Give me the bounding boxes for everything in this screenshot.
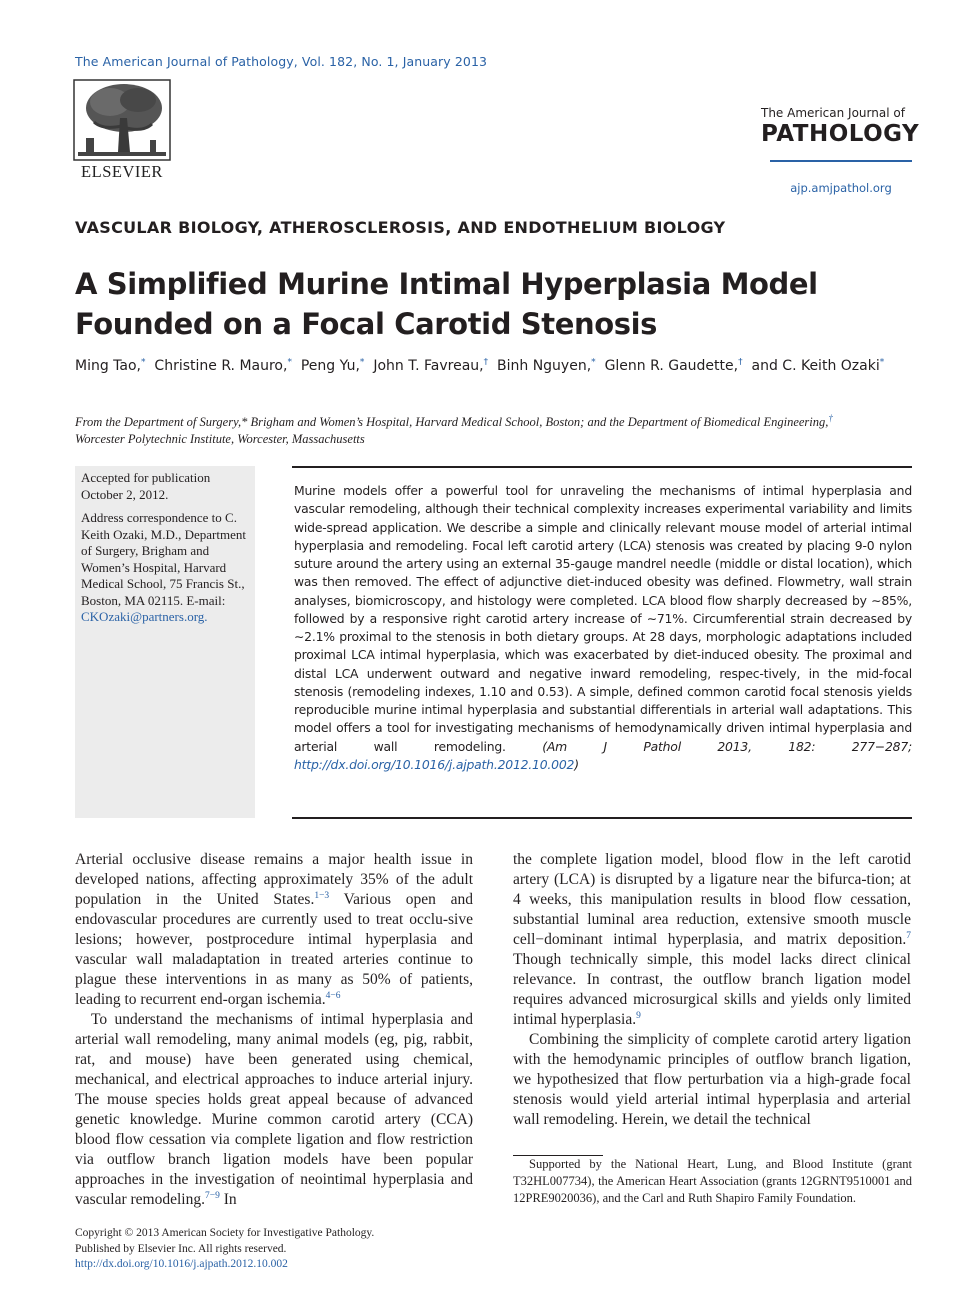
author: Ming Tao,* bbox=[75, 357, 146, 374]
reference-link[interactable]: 1−3 bbox=[314, 890, 330, 901]
doi-link[interactable]: http://dx.doi.org/10.1016/j.ajpath.2012.10.002 bbox=[294, 756, 575, 772]
copyright-footer bbox=[75, 1226, 475, 1273]
paragraph: Arterial occlusive disease remains a major health issue in developed nations, affecting approximately 35% of the adult population in the United States.$^{1-3}$ Various open and endovascular procedures are currently used to treat occlu-sive lesions; however, postprocedure intimal hyperplasia and vascular wall maladaptation in treated arteries continue to plague these interventions in as many as 50% of patients, leading to recurrent end-organ ischemia.$^{4-6}$ bbox=[75, 851, 473, 1008]
affiliation: From the Department of Surgery,* Brigham and Women’s Hospital, Harvard Medical School, Boston; and the Department of Biomedical Engineering,† Worcester Polytechnic Institute, Worcester, Massachusetts bbox=[75, 413, 833, 447]
author: Glenn R. Gaudette,† bbox=[604, 357, 743, 374]
author: John T. Favreau,† bbox=[373, 357, 489, 374]
body-column-left bbox=[75, 850, 473, 1210]
reference-link[interactable]: 4−6 bbox=[325, 990, 341, 1001]
funding-footnote: Supported by the National Heart, Lung, and Blood Institute (grant T32HL007734), the American Heart Association (grants 12GRNT9510001 and 12PRE9020036), and the Carl and Ruth Shapiro Family Foundation. bbox=[513, 1157, 912, 1205]
elsevier-tree-icon bbox=[72, 78, 172, 162]
correspondence-address: Address correspondence to C. Keith Ozaki, M.D., Department of Surgery, Brigham and Women’s Hospital, Harvard Medical School, 75 Francis St., Boston, MA 02115. E-mail: CKOzaki@partners.org. bbox=[81, 510, 246, 624]
publisher-line: Published by Elsevier Inc. All rights reserved. bbox=[75, 1242, 287, 1255]
paragraph: To understand the mechanisms of intimal hyperplasia and arterial wall remodeling, many animal models (eg, pig, rabbit, rat, and mouse) have been generated using chemical, mechanical, and electrical approaches to induce arterial injury. The mouse species holds great appeal because of advanced genetic knowledge. Murine common carotid artery (CCA) blood flow cessation via complete ligation and flow restriction via outflow branch ligation models have been popular approaches in the investigation of neointimal hyperplasia and vascular remodeling.$^{7-9}$ In bbox=[75, 1011, 473, 1208]
author: Peng Yu,* bbox=[300, 357, 365, 374]
paragraph: the complete ligation model, blood flow in the left carotid artery (LCA) is disrupted by a ligature near the bifurca-tion; at 4 weeks, this manipulation results in blood flow cessation, substantial luminal area reduction, extensive smooth muscle cell−dominant intimal hyperplasia, and matrix deposition.$^7$ Though technically simple, this model lacks direct clinical relevance. In contrast, the outflow branch ligation model requires advanced microsurgical skills and yields only limited intimal hyperplasia.$^9$ bbox=[513, 851, 911, 1028]
author: Christine R. Mauro,* bbox=[154, 357, 292, 374]
abstract-citation: (Am J Pathol 2013, 182: 277−287; bbox=[542, 738, 913, 754]
reference-link[interactable]: 9 bbox=[636, 1010, 641, 1021]
journal-name-big: PATHOLOGY bbox=[761, 121, 920, 147]
abstract: Murine models offer a powerful tool for unraveling the mechanisms of intimal hyperplasia and vascular remodeling, although their technical complexity increases experimental variability and limits wide-spread application. We describe a simple and clinically relevant mouse model of arterial intimal hyperplasia and remodeling. Focal left carotid artery (LCA) stenosis was created by placing 9-0 nylon suture around the artery using an external 35-gauge mandrel needle (middle or distal location), which was then removed. The effect of adjunctive diet-induced obesity was defined. Flowmetry, wall strain analyses, biomicroscopy, and histology were completed. LCA blood flow sharply decreased by ∼85%, followed by a responsive right carotid artery increase of ∼71%. Circumferential strain decreased by ∼2.1% proximal to the stenosis in both dietary groups. At 28 days, morphologic adaptations included proximal LCA intimal hyperplasia, which was exacerbated by diet-induced obesity. The proximal and distal LCA underwent outward and negative inward remodeling, respec-tively, in the mid-focal stenosis (remodeling indexes, 1.10 and 0.53). A simple, defined common carotid focal stenosis yields reproducible murine intimal hyperplasia and substantial differentials in arterial wall adaptations. This model offers a tool for investigating mechanisms of hemodynamically driven intimal hyperplasia and arterial wall remodeling. (Am J Pathol 2013, 182: 277−287; http://dx.doi.org/10.1016/j.ajpath.2012.10.002) bbox=[294, 483, 913, 772]
journal-name-small: The American Journal of bbox=[761, 106, 905, 120]
section-heading: VASCULAR BIOLOGY, ATHEROSCLEROSIS, AND ENDOTHELIUM BIOLOGY bbox=[75, 218, 726, 237]
journal-url-link[interactable]: ajp.amjpathol.org bbox=[790, 181, 892, 195]
author-list bbox=[75, 357, 935, 374]
body-column-right bbox=[513, 850, 911, 1130]
article-info-sidebar bbox=[75, 466, 255, 818]
journal-brand bbox=[761, 106, 920, 147]
copyright-line: Copyright © 2013 American Society for Investigative Pathology. bbox=[75, 1227, 375, 1239]
author: Binh Nguyen,* bbox=[497, 357, 596, 374]
elsevier-logo bbox=[72, 78, 172, 182]
reference-link[interactable]: 7−9 bbox=[204, 1190, 220, 1201]
paragraph: Combining the simplicity of complete carotid artery ligation with the hemodynamic principles of outflow branch ligation, we hypothesized that flow perturbation via a high-grade focal stenosis would yield arterial intimal hyperplasia and arterial wall remodeling. Herein, we detail the technical bbox=[513, 1031, 911, 1128]
journal-brand-rule bbox=[770, 160, 912, 162]
abstract-rule-bottom bbox=[292, 817, 912, 819]
accepted-date: Accepted for publication October 2, 2012. bbox=[81, 470, 211, 502]
author: and C. Keith Ozaki* bbox=[751, 357, 885, 374]
footer-doi-link[interactable]: http://dx.doi.org/10.1016/j.ajpath.2012.10.002 bbox=[75, 1258, 288, 1270]
article-title: A Simplified Murine Intimal Hyperplasia Model Founded on a Focal Carotid Stenosis bbox=[75, 267, 818, 341]
email-link[interactable]: CKOzaki@partners.org. bbox=[81, 609, 208, 624]
elsevier-wordmark: ELSEVIER bbox=[81, 162, 163, 181]
journal-citation-line[interactable]: The American Journal of Pathology, Vol. 182, No. 1, January 2013 bbox=[75, 54, 488, 69]
abstract-rule-top bbox=[292, 466, 912, 468]
reference-link[interactable]: 7 bbox=[906, 930, 911, 941]
